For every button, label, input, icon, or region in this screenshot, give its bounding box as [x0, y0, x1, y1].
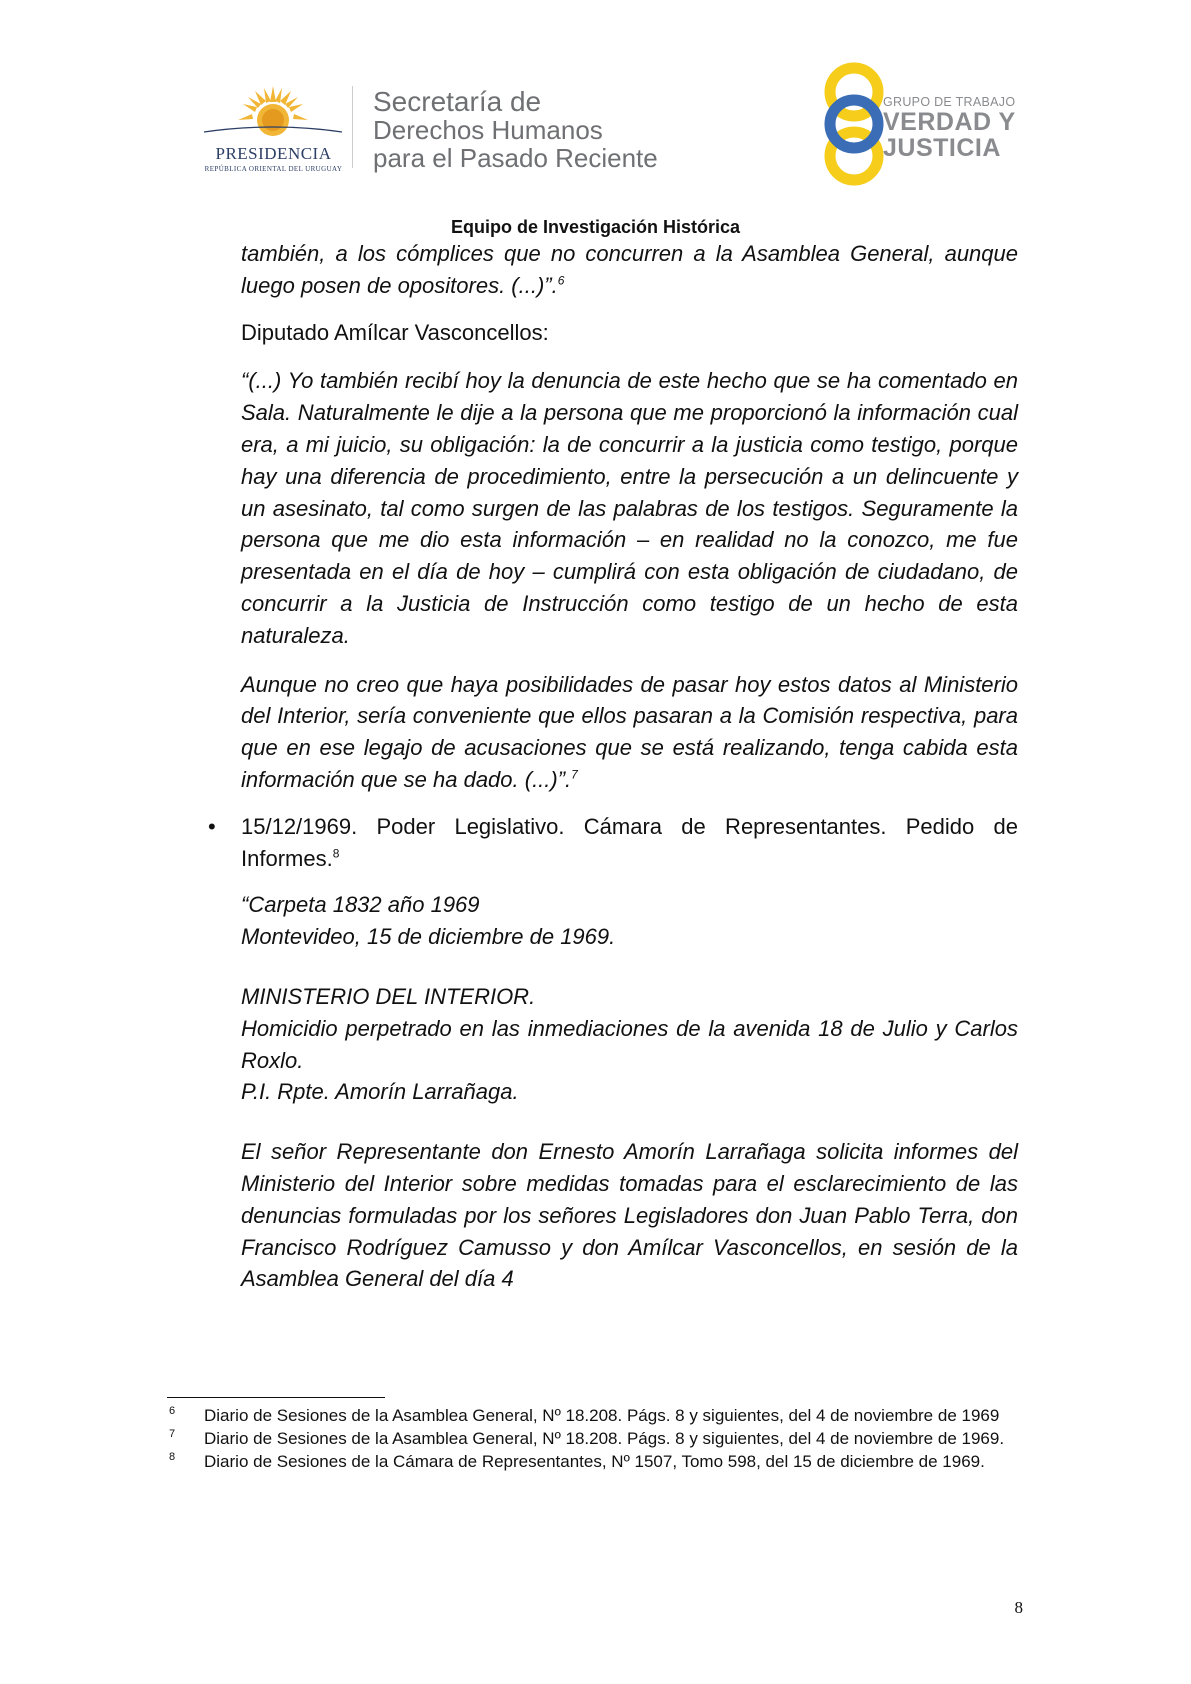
grupo-line-3: JUSTICIA	[883, 134, 1001, 162]
footnote-text: Diario de Sesiones de la Cámara de Representantes, Nº 1507, Tomo 598, del 15 de diciembre de 1969.	[204, 1452, 985, 1471]
bullet-item	[208, 811, 1018, 875]
paragraph-quote-continuation	[241, 238, 1018, 302]
team-title: Equipo de Investigación Histórica	[450, 217, 741, 237]
ministerio-line: MINISTERIO DEL INTERIOR.	[241, 983, 536, 1009]
presidencia-logo	[196, 80, 351, 180]
secretaria-line-1: Secretaría de	[373, 86, 542, 117]
paragraph-quote-1: “(...) Yo también recibí hoy la denuncia de este hecho que se ha comentado en Sala. Naturalmente le dije a la persona que me proporcionó la información cual era, a mi juicio, su obligación: la de concurrir a la justicia como testigo, porque hay una diferencia de procedimiento, entre la persecución a un delincuente y un asesinato, tal como surgen de las palabras de los testigos. Seguramente la persona que me dio esta información – en realidad no la conozco, me fue presentada en el día de hoy – cumplirá con esta obligación de ciudadano, de concurrir a la Justicia de Instrucción como testigo de un hecho de esta naturaleza.	[241, 368, 1018, 648]
bullet-text	[241, 811, 1018, 875]
speaker-line: Diputado Amílcar Vasconcellos:	[241, 319, 549, 345]
paragraph-text: 15/12/1969. Poder Legislativo. Cámara de Representantes. Pedido de Informes.	[241, 813, 1018, 871]
footnote-number: 6	[169, 1405, 176, 1417]
paragraph-text: Aunque no creo que haya posibilidades de pasar hoy estos datos al Ministerio del Interior, sería conveniente que ellos pasaran a la Comisión respectiva, para que en ese legajo de acusaciones que se está realizando, tenga cabida esta información que se ha dado. (...)”.	[241, 671, 1018, 792]
rpte-line: P.I. Rpte. Amorín Larrañaga.	[241, 1079, 519, 1105]
grupo-line-1: GRUPO DE TRABAJO	[883, 95, 1016, 109]
secretaria-title	[373, 88, 658, 172]
bullet-icon: •	[208, 813, 216, 839]
grupo-trabajo-title	[883, 95, 1016, 161]
final-paragraph: El señor Representante don Ernesto Amorín Larrañaga solicita informes del Ministerio del Interior sobre medidas tomadas para el esclarecimiento de las denuncias formuladas por los señores Legisladores don Juan Pablo Terra, don Francisco Rodríguez Camusso y don Amílcar Vasconcellos, en sesión de la Asamblea General del día 4	[241, 1139, 1018, 1292]
footnote-text: Diario de Sesiones de la Asamblea General, Nº 18.208. Págs. 8 y siguientes, del 4 de noviembre de 1969	[204, 1406, 1000, 1425]
footnote-ref: 8	[332, 846, 340, 861]
header-divider	[352, 86, 353, 168]
footnote-separator	[167, 1397, 385, 1398]
footnote-text: Diario de Sesiones de la Asamblea General, Nº 18.208. Págs. 8 y siguientes, del 4 de noviembre de 1969.	[204, 1429, 1005, 1448]
footnotes	[167, 1404, 1018, 1473]
secretaria-line-3: para el Pasado Reciente	[373, 143, 658, 173]
footnote-item	[167, 1450, 1018, 1473]
main-content	[208, 238, 1018, 1295]
footnote-ref: 7	[571, 767, 578, 782]
secretaria-line-2: Derechos Humanos	[373, 115, 603, 145]
paragraph-quote-2	[241, 669, 1018, 796]
presidencia-label: PRESIDENCIA	[215, 144, 332, 163]
sun-emblem-icon	[196, 80, 351, 144]
footnote-item	[167, 1427, 1018, 1450]
grupo-line-2: VERDAD Y	[883, 108, 1016, 136]
page-number: 8	[1014, 1598, 1023, 1617]
footnote-number: 7	[169, 1428, 176, 1440]
carpeta-line: “Carpeta 1832 año 1969	[241, 892, 480, 918]
presidencia-sublabel: REPÚBLICA ORIENTAL DEL URUGUAY	[204, 165, 343, 173]
paragraph-text: también, a los cómplices que no concurren a la Asamblea General, aunque luego posen de opositores. (...)”.	[241, 241, 1018, 298]
page-header	[0, 0, 1191, 200]
footnote-ref: 6	[557, 273, 565, 288]
homicidio-line: Homicidio perpetrado en las inmediaciones de la avenida 18 de Julio y Carlos Roxlo.	[241, 1015, 1018, 1073]
footnote-number: 8	[169, 1451, 176, 1463]
footnote-item	[167, 1404, 1018, 1427]
fecha-line: Montevideo, 15 de diciembre de 1969.	[241, 924, 616, 950]
